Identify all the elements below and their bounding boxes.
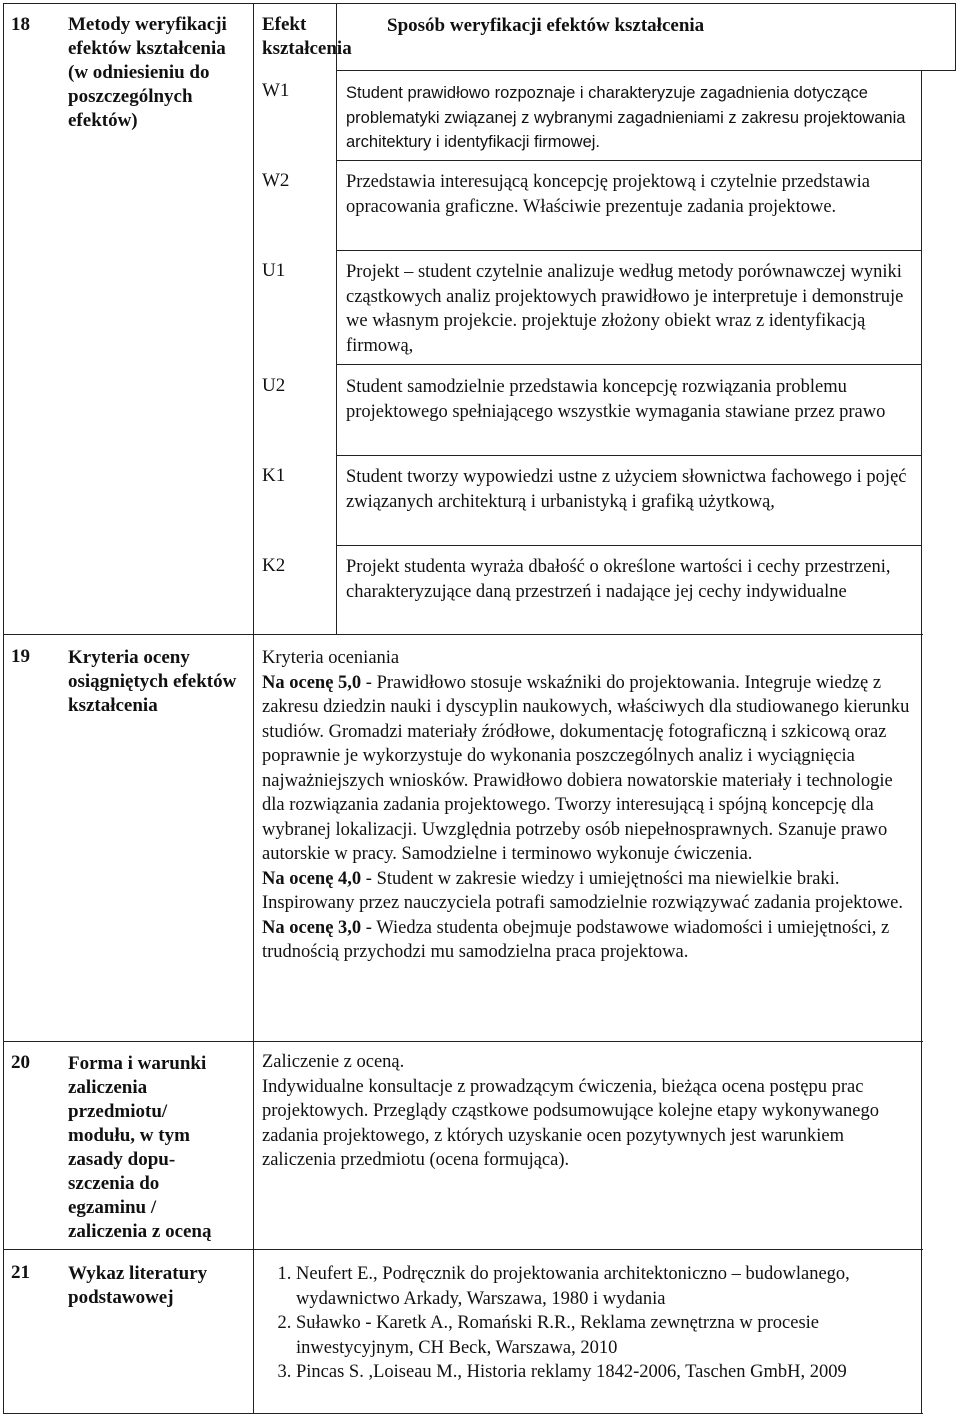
- effect-text-w2: Przedstawia interesującą koncepcję projektową i czytelnie przedstawia opracowania graficzne. Właściwie prezentuje zadania projektowe.: [346, 172, 870, 217]
- code-column-divider: [336, 3, 337, 634]
- grade-3-criteria: [262, 916, 914, 965]
- method-column-header: Sposób weryfikacji efektów kształcenia: [387, 15, 705, 36]
- row-divider-20: [3, 1249, 923, 1250]
- assessment-type: Zaliczenie z oceną.: [262, 1052, 405, 1072]
- row-divider-w2: [336, 250, 922, 251]
- assessment-conditions: [262, 1050, 914, 1173]
- grade-5-criteria: [262, 671, 914, 867]
- grading-criteria: [262, 646, 914, 965]
- effect-text-w1: Student prawidłowo rozpoznaje i charakteryzuje zagadnienia dotyczące problematyki związanej z wybranymi zagadnieniami z zakresu projektowania architektury i identyfikacji firmowej.: [346, 84, 906, 151]
- grade-5-text: - Prawidłowo stosuje wskaźniki do projektowania. Integruje wiedzę z zakresu dziedzin nauki i dyscyplin naukowych, właściwych dla studiowanego kierunku studiów. Gromadzi materiały źródłowe, dokumentację fotograficzną i szkicową oraz poprawnie je wykorzystuje do wykonania poszczególnych analiz i wyciągnięcia najważniejszych wniosków. Prawidłowo dobiera nowatorskie materiały i technologie dla rozwiązania zadania projektowego. Tworzy interesującą i spójną koncepcję dla wybranej lokalizacji. Uwzględnia potrzeby osób niepełnosprawnych. Szanuje prawo autorskie w pracy. Samodzielne i terminowo wykonuje ćwiczenia.: [262, 672, 910, 864]
- effect-text-k1: Student tworzy wypowiedzi ustne z użyciem słownictwa fachowego i pojęć związanych architekturą i urbanistyką i grafiką użytkową,: [346, 467, 907, 512]
- row-label-19: Kryteria oceny osiągniętych efektów kształcenia: [68, 647, 237, 716]
- grading-heading: Kryteria oceniania: [262, 648, 400, 668]
- row-divider-w1: [336, 160, 922, 161]
- label-column-divider: [253, 3, 254, 1414]
- effect-code-u1: U1: [262, 260, 286, 281]
- row-divider-u2: [336, 455, 922, 456]
- grade-4-criteria: [262, 867, 914, 916]
- row-divider-u1: [336, 364, 922, 365]
- assessment-description: Indywidualne konsultacje z prowadzącym ćwiczenia, bieżąca ocena postępu prac projektowych. Przeglądy cząstkowe podsumowujące kolejne etapy wykonywanego zadania projektowego, z których uzyskanie ocen pozytywnych jest warunkiem zaliczenia przedmiotu (ocena formująca).: [262, 1076, 879, 1170]
- row-number-19: 19: [11, 646, 30, 667]
- effect-column-header: Efekt kształcenia: [262, 14, 352, 59]
- effect-text-k2: Projekt studenta wyraża dbałość o określone wartości i cechy przestrzeni, charakteryzujące daną przestrzeń i nadające jej cechy indywidualne: [346, 557, 891, 602]
- grade-4-text: - Student w zakresie wiedzy i umiejętności ma niewielkie braki. Inspirowany przez nauczyciela potrafi samodzielnie rozwiązywać zadania projektowe.: [262, 868, 904, 913]
- row-number-18: 18: [11, 14, 30, 35]
- effect-text-u1: Projekt – student czytelnie analizuje według metody porównawczej wyniki cząstkowych analiz projektowych prawidłowo je interpretuje i demonstruje we własnym projekcie. projektuje złożony obiekt wraz z identyfikacją firmową,: [346, 262, 904, 356]
- effect-code-w2: W2: [262, 170, 290, 191]
- literature-item: 2. Suławko - Karetk A., Romański R.R., Reklama zewnętrzna w procesie inwestycyjnym, CH Beck, Warszawa, 2010: [296, 1311, 902, 1360]
- table-top-border: [3, 3, 956, 4]
- table-right-border: [921, 70, 922, 1414]
- literature-list: [262, 1262, 902, 1385]
- effect-text-u2: Student samodzielnie przedstawia koncepcję rozwiązania problemu projektowego spełniającego wszystkie wymagania stawiane przez prawo: [346, 377, 886, 422]
- row-label-21: Wykaz literatury podstawowej: [68, 1263, 208, 1308]
- row-divider-19: [3, 1041, 923, 1042]
- effect-code-u2: U2: [262, 375, 286, 396]
- effect-code-w1: W1: [262, 80, 290, 101]
- grade-4-label: Na ocenę 4,0: [262, 868, 362, 889]
- row-label-20: Forma i warunki zaliczenia przedmiotu/ modułu, w tym zasady dopu-szczenia do egzaminu / zaliczenia z oceną: [68, 1053, 212, 1242]
- table-left-border: [3, 3, 4, 1414]
- row-divider-18: [3, 634, 923, 635]
- grade-3-label: Na ocenę 3,0: [262, 917, 362, 938]
- row-number-20: 20: [11, 1052, 30, 1073]
- effect-code-k1: K1: [262, 465, 286, 486]
- header-right-border: [955, 3, 956, 70]
- literature-item: 1. Neufert E., Podręcznik do projektowania architektoniczno – budowlanego, wydawnictwo Arkady, Warszawa, 1980 i wydania: [296, 1262, 902, 1311]
- grade-5-label: Na ocenę 5,0: [262, 672, 362, 693]
- literature-item: 3. Pincas S. ,Loiseau M., Historia reklamy 1842-2006, Taschen GmbH, 2009: [296, 1360, 902, 1385]
- row-number-21: 21: [11, 1262, 30, 1283]
- table-bottom-border: [3, 1413, 923, 1414]
- effect-code-k2: K2: [262, 555, 286, 576]
- row-divider-k1: [336, 545, 922, 546]
- header-bottom-border: [336, 70, 956, 71]
- row-label-18: Metody weryfikacji efektów kształcenia (w odniesieniu do poszczególnych efektów): [68, 14, 227, 131]
- grade-3-text: - Wiedza studenta obejmuje podstawowe wiadomości i umiejętności, z trudnością przychodzi mu samodzielna praca projektowa.: [262, 917, 890, 962]
